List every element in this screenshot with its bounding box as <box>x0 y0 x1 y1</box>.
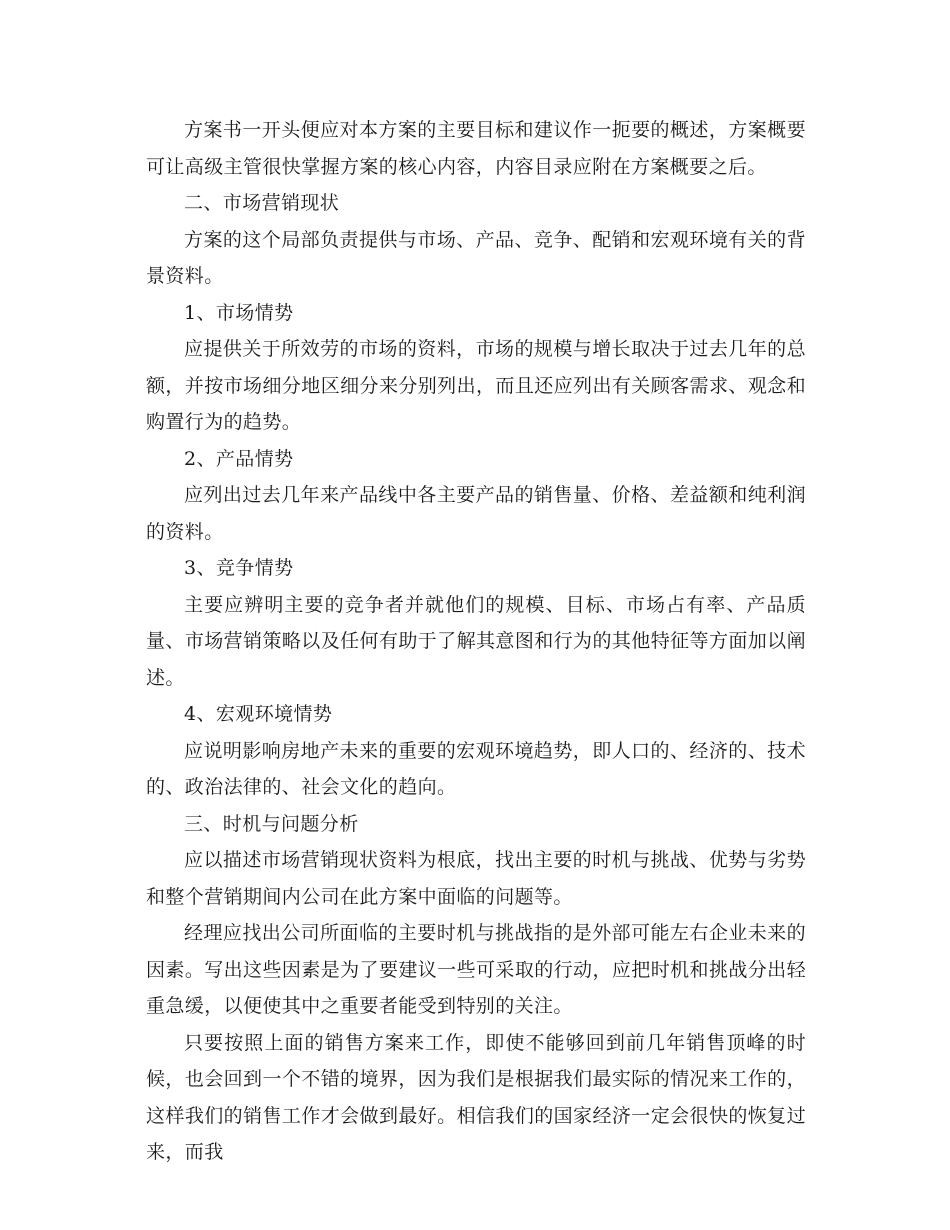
heading-product-situation: 2、产品情势 <box>184 447 294 470</box>
paragraph-product-situation: 应列出过去几年来产品线中各主要产品的销售量、价格、差益额和纯利润的资料。 <box>146 484 806 543</box>
heading-macro-environment: 4、宏观环境情势 <box>184 703 333 725</box>
paragraph-market-situation: 应提供关于所效劳的市场的资料，市场的规模与增长取决于过去几年的总额，并按市场细分地区细分来分别列出，而且还应列出有关顾客需求、观念和购置行为的趋势。 <box>146 338 806 433</box>
paragraph-manager-opportunities: 经理应找出公司所面临的主要时机与挑战指的是外部可能左右企业未来的因素。写出这些因素是为了要建议一些可采取的行动，应把时机和挑战分出轻重急缓，以便使其中之重要者能受到特别的关注。 <box>146 922 806 1017</box>
paragraph-competition-situation: 主要应辨明主要的竞争者并就他们的规模、目标、市场占有率、产品质量、市场营销策略以及任何有助于了解其意图和行为的其他特征等方面加以阐述。 <box>146 593 806 689</box>
heading-competition-situation: 3、竞争情势 <box>184 557 294 579</box>
paragraph-executive-summary: 方案书一开头便应对本方案的主要目标和建议作一扼要的概述，方案概要可让高级主管很快掌握方案的核心内容，内容目录应附在方案概要之后。 <box>146 119 806 178</box>
paragraph-sales-plan-outlook: 只要按照上面的销售方案来工作，即使不能够回到前几年销售顶峰的时候，也会回到一个不错的境界，因为我们是根据我们最实际的情况来工作的，这样我们的销售工作才会做到最好。相信我们的国家经济一定会很快的恢复过来，而我 <box>146 1031 806 1163</box>
paragraph-opportunity-analysis: 应以描述市场营销现状资料为根底，找出主要的时机与挑战、优势与劣势和整个营销期间内公司在此方案中面临的问题等。 <box>146 849 806 908</box>
document-page <box>146 112 806 1171</box>
paragraph-macro-environment: 应说明影响房地产未来的重要的宏观环境趋势，即人口的、经济的、技术的、政治法律的、社会文化的趋向。 <box>146 739 806 798</box>
heading-marketing-status: 二、市场营销现状 <box>184 192 340 214</box>
heading-opportunity-analysis: 三、时机与问题分析 <box>184 812 359 835</box>
paragraph-marketing-status: 方案的这个局部负责提供与市场、产品、竞争、配销和宏观环境有关的背景资料。 <box>146 228 806 287</box>
heading-market-situation: 1、市场情势 <box>184 301 294 324</box>
